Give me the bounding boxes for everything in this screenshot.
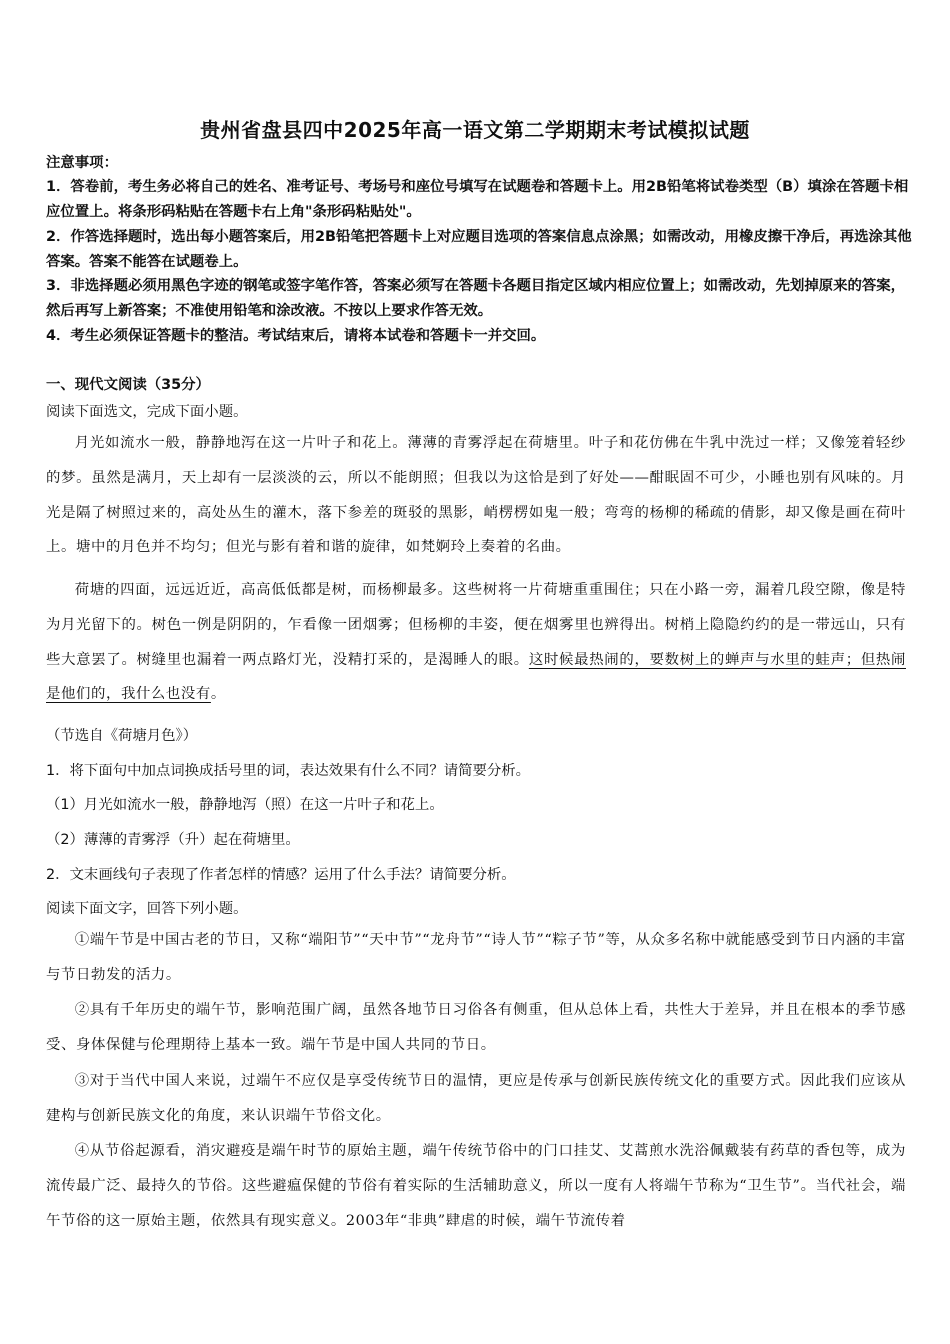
- passage-b-paragraph-4: ④从节俗起源看，消灾避疫是端午时节的原始主题，端午传统节俗中的门口挂艾、艾蒿煎水洗浴佩戴装有药草的香包等，成为流传最广泛、最持久的节俗。这些避瘟保健的节俗有着实际的生活辅助意义，所以一度有人将端午节称为“卫生节”。当代社会，端午节俗的这一原始主题，依然具有现实意义。2003年“非典”肆虐的时候，端午节流传着: [46, 1143, 906, 1229]
- passage-b-paragraph-1: ①端午节是中国古老的节日，又称“端阳节”“天中节”“龙舟节”“诗人节”“粽子节”等，从众多名称中就能感受到节日内涵的丰富与节日勃发的活力。: [46, 932, 906, 983]
- question-1-part-2: （2）薄薄的青雾浮（升）起在荷塘里。: [46, 832, 300, 848]
- question-2: 2．文末画线句子表现了作者怎样的情感？运用了什么手法？请简要分析。: [46, 867, 516, 883]
- source-note: （节选自《荷塘月色》）: [46, 728, 198, 744]
- page-title: 贵州省盘县四中2025年高一语文第二学期期末考试模拟试题: [200, 118, 750, 142]
- underlined-sentence: 这时候最热闹的，要数树上的蝉声与水里的蛙声；但热闹是他们的，我什么也没有: [46, 651, 906, 703]
- notice-heading: 注意事项：: [46, 155, 118, 171]
- question-1: 1．将下面句中加点词换成括号里的词，表达效果有什么不同？请简要分析。: [46, 763, 531, 779]
- paragraph-2-text: 荷塘的四面，远远近近，高高低低都是树，而杨柳最多。这些树将一片荷塘重重围住；只在小路一旁，漏着几段空隙，像是特为月光留下的。树色一例是阴阴的，乍看像一团烟雾；但杨柳的丰姿，便在烟雾里也辨得出。树梢上隐隐约约的是一带远山，只有些大意罢了。树缝里也漏着一两点路灯光，没精打采的，是渴睡人的眼。: [46, 582, 906, 668]
- section-heading: 一、现代文阅读（35分）: [46, 377, 210, 393]
- notice-item-3: 3．非选择题必须用黑色字迹的钢笔或签字笔作答，答案必须写在答题卡各题目指定区域内相应位置上；如需改动，先划掉原来的答案，然后再写上新答案；不准使用铅笔和涂改液。不按以上要求作答无效。: [46, 278, 906, 319]
- passage-paragraph-1: 月光如流水一般，静静地泻在这一片叶子和花上。薄薄的青雾浮起在荷塘里。叶子和花仿佛在牛乳中洗过一样；又像笼着轻纱的梦。虽然是满月，天上却有一层淡淡的云，所以不能朗照；但我以为这恰是到了好处——酣眠固不可少，小睡也别有风味的。月光是隔了树照过来的，高处丛生的灌木，落下参差的斑驳的黑影，峭楞楞如鬼一般；弯弯的杨柳的稀疏的倩影，却又像是画在荷叶上。塘中的月色并不均匀；但光与影有着和谐的旋律，如梵婀玲上奏着的名曲。: [46, 435, 906, 556]
- paragraph-2-end: 。: [210, 686, 226, 703]
- notice-item-4: 4．考生必须保证答题卡的整洁。考试结束后，请将本试卷和答题卡一并交回。: [46, 328, 546, 344]
- reading-instruction-2: 阅读下面文字，回答下列小题。: [46, 901, 248, 917]
- notice-item-2: 2．作答选择题时，选出每小题答案后，用2B铅笔把答题卡上对应题目选项的答案信息点涂黑；如需改动，用橡皮擦干净后，再选涂其他答案。答案不能答在试题卷上。: [46, 229, 912, 270]
- passage-b-paragraph-3: ③对于当代中国人来说，过端午不应仅是享受传统节日的温情，更应是传承与创新民族传统文化的重要方式。因此我们应该从建构与创新民族文化的角度，来认识端午节俗文化。: [46, 1073, 906, 1124]
- question-1-part-1: （1）月光如流水一般，静静地泻（照）在这一片叶子和花上。: [46, 797, 444, 813]
- passage-paragraph-2: [46, 573, 906, 712]
- reading-instruction-1: 阅读下面选文，完成下面小题。: [46, 404, 248, 420]
- passage-b-paragraph-2: ②具有千年历史的端午节，影响范围广阔，虽然各地节日习俗各有侧重，但从总体上看，共性大于差异，并且在根本的季节感受、身体保健与伦理期待上基本一致。端午节是中国人共同的节日。: [46, 1002, 906, 1053]
- notice-item-1: 1．答卷前，考生务必将自己的姓名、准考证号、考场号和座位号填写在试题卷和答题卡上。用2B铅笔将试卷类型（B）填涂在答题卡相应位置上。将条形码粘贴在答题卡右上角"条形码粘贴处"。: [46, 179, 909, 220]
